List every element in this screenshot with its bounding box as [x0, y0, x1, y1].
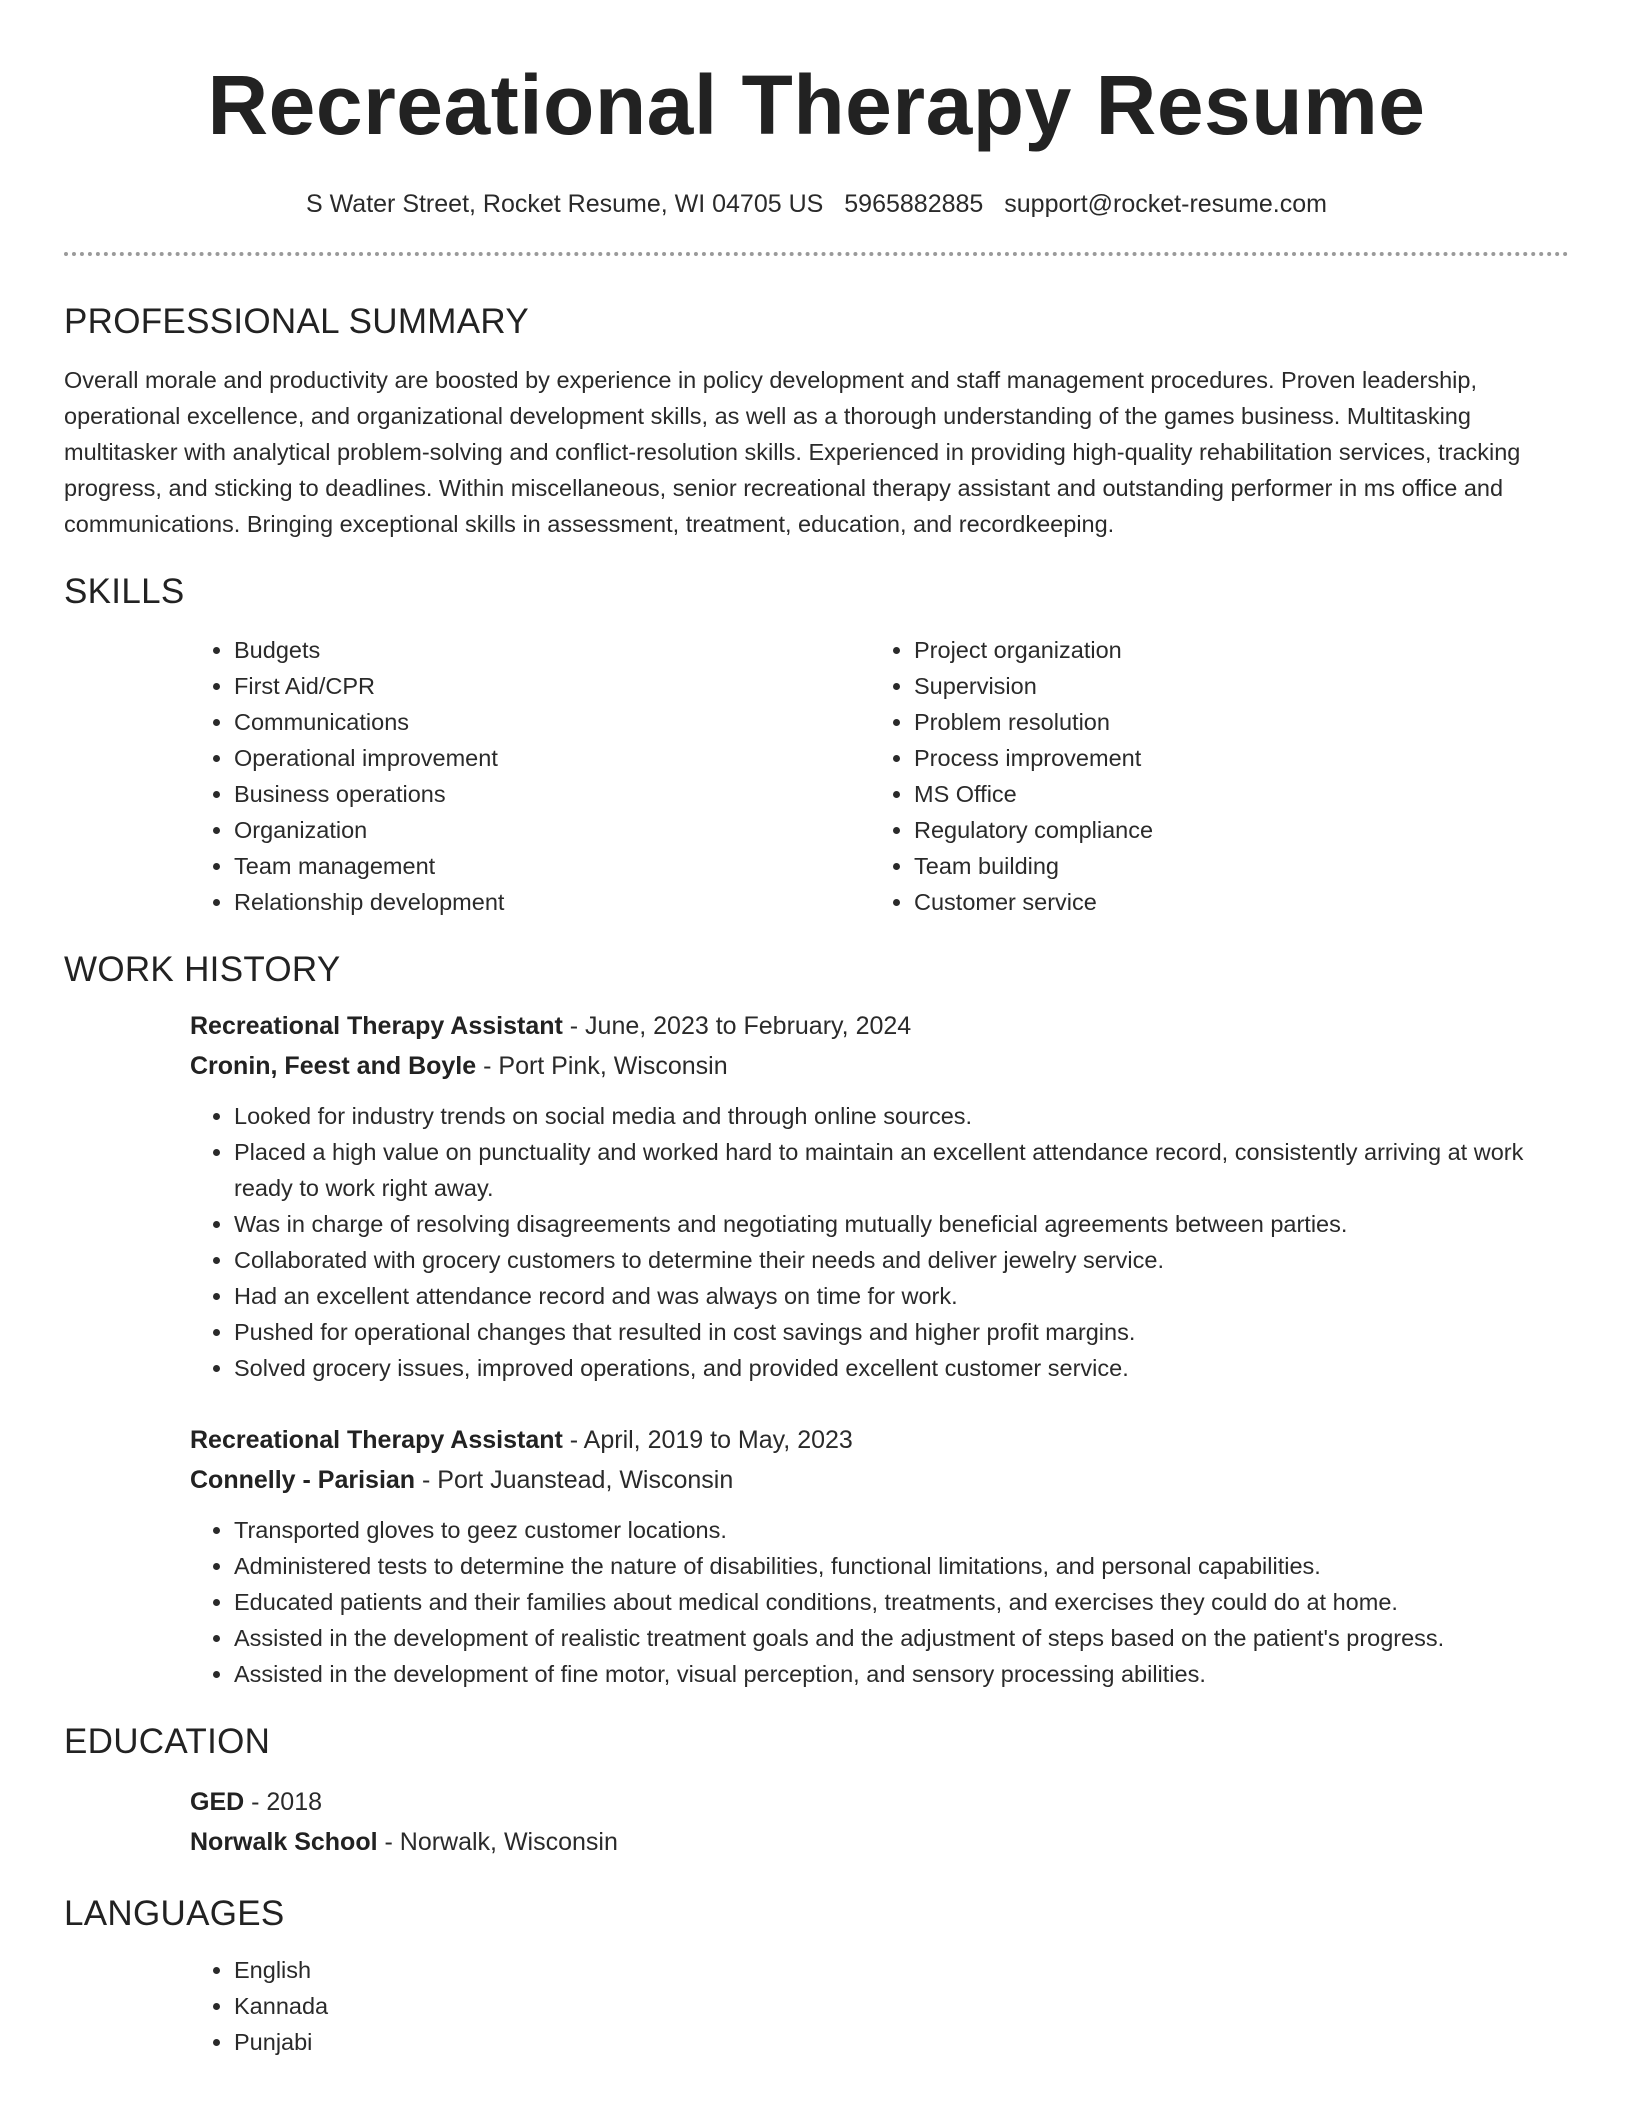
- job-bullet-list: [190, 1512, 1569, 1692]
- job-bullet: • Pushed for operational changes that resulted in cost savings and higher profit margins.: [234, 1314, 1569, 1350]
- job-bullet: • Looked for industry trends on social media and through online sources.: [234, 1098, 1569, 1134]
- skill-item: • Customer service: [914, 884, 1550, 920]
- skill-item: • Operational improvement: [234, 740, 870, 776]
- job-entry: [190, 1006, 1569, 1386]
- header-divider: [64, 252, 1569, 256]
- job-bullet: • Had an excellent attendance record and was always on time for work.: [234, 1278, 1569, 1314]
- skill-item: • Team building: [914, 848, 1550, 884]
- job-bullet: • Assisted in the development of fine motor, visual perception, and sensory processing abilities.: [234, 1656, 1569, 1692]
- job-bullet: • Administered tests to determine the nature of disabilities, functional limitations, and personal capabilities.: [234, 1548, 1569, 1584]
- job-entry: [190, 1420, 1569, 1692]
- skill-item: • Organization: [234, 812, 870, 848]
- skill-item: • Project organization: [914, 632, 1550, 668]
- skill-item: • Process improvement: [914, 740, 1550, 776]
- job-location: - Port Pink, Wisconsin: [476, 1052, 728, 1080]
- skill-item: • Supervision: [914, 668, 1550, 704]
- job-title-line: [190, 1420, 1569, 1460]
- summary-heading: PROFESSIONAL SUMMARY: [64, 302, 529, 341]
- job-company: Connelly - Parisian: [190, 1466, 416, 1494]
- summary-text: Overall morale and productivity are boosted by experience in policy development and staff management procedures. Proven leadership, operational excellence, and organizational development skills, as well as a thorough understanding of the games business. Multitasking multitasker with analytical problem-solving and conflict-resolution skills. Experienced in providing high-quality rehabilitation services, tracking progress, and sticking to deadlines. Within miscellaneous, senior recreational therapy assistant and outstanding performer in ms office and communications. Bringing exceptional skills in assessment, treatment, education, and recordkeeping.: [64, 367, 1521, 537]
- skill-item: • First Aid/CPR: [234, 668, 870, 704]
- skill-item-list: [870, 632, 1550, 920]
- skill-item: • Business operations: [234, 776, 870, 812]
- skill-item-list: [190, 632, 870, 920]
- job-bullet-list: [190, 1098, 1569, 1386]
- job-dates: - June, 2023 to February, 2024: [562, 1012, 912, 1040]
- languages-heading: LANGUAGES: [64, 1894, 285, 1933]
- skills-column-left: [190, 632, 870, 920]
- job-dates: - April, 2019 to May, 2023: [562, 1426, 853, 1454]
- job-bullet: • Solved grocery issues, improved operations, and provided excellent customer service.: [234, 1350, 1569, 1386]
- job-position: Recreational Therapy Assistant: [190, 1426, 563, 1454]
- education-year: - 2018: [244, 1788, 323, 1816]
- job-company-line: [190, 1046, 1569, 1086]
- languages-list: [190, 1952, 1569, 2060]
- job-bullet: • Educated patients and their families about medical conditions, treatments, and exercises they could do at home.: [234, 1584, 1569, 1620]
- contact-email: support@rocket-resume.com: [1004, 190, 1327, 218]
- language-item: • Kannada: [234, 1988, 1569, 2024]
- job-location: - Port Juanstead, Wisconsin: [415, 1466, 734, 1494]
- skills-list: [190, 632, 1569, 920]
- work-history-heading: WORK HISTORY: [64, 950, 341, 989]
- language-item: • English: [234, 1952, 1569, 1988]
- skill-item: • Budgets: [234, 632, 870, 668]
- skill-item: • Regulatory compliance: [914, 812, 1550, 848]
- contact-address: S Water Street, Rocket Resume, WI 04705 US: [306, 190, 824, 218]
- job-title-line: [190, 1006, 1569, 1046]
- education-school-line: [190, 1822, 1569, 1862]
- job-bullet: • Placed a high value on punctuality and worked hard to maintain an excellent attendance record, consistently arriving at work ready to work right away.: [234, 1134, 1569, 1206]
- skill-item: • Team management: [234, 848, 870, 884]
- skill-item: • MS Office: [914, 776, 1550, 812]
- education-heading: EDUCATION: [64, 1722, 271, 1761]
- job-bullet: • Was in charge of resolving disagreements and negotiating mutually beneficial agreements between parties.: [234, 1206, 1569, 1242]
- language-item-list: [190, 1952, 1569, 2060]
- resume-title: Recreational Therapy Resume: [207, 58, 1426, 152]
- skill-item: • Relationship development: [234, 884, 870, 920]
- contact-line: [64, 188, 1569, 220]
- education-school: Norwalk School: [190, 1828, 378, 1856]
- job-company-line: [190, 1460, 1569, 1500]
- skill-item: • Communications: [234, 704, 870, 740]
- language-item: • Punjabi: [234, 2024, 1569, 2060]
- job-bullet: • Collaborated with grocery customers to determine their needs and deliver jewelry service.: [234, 1242, 1569, 1278]
- job-bullet: • Transported gloves to geez customer locations.: [234, 1512, 1569, 1548]
- job-company: Cronin, Feest and Boyle: [190, 1052, 477, 1080]
- job-position: Recreational Therapy Assistant: [190, 1012, 563, 1040]
- education-degree: GED: [190, 1788, 245, 1816]
- resume-page: [64, 0, 1569, 2060]
- job-bullet: • Assisted in the development of realistic treatment goals and the adjustment of steps based on the patient's progress.: [234, 1620, 1569, 1656]
- education-location: - Norwalk, Wisconsin: [377, 1828, 618, 1856]
- skill-item: • Problem resolution: [914, 704, 1550, 740]
- skills-column-right: [870, 632, 1550, 920]
- education-degree-line: [190, 1782, 1569, 1822]
- skills-heading: SKILLS: [64, 572, 185, 611]
- education-entry: [190, 1782, 1569, 1862]
- contact-phone: 5965882885: [844, 190, 984, 218]
